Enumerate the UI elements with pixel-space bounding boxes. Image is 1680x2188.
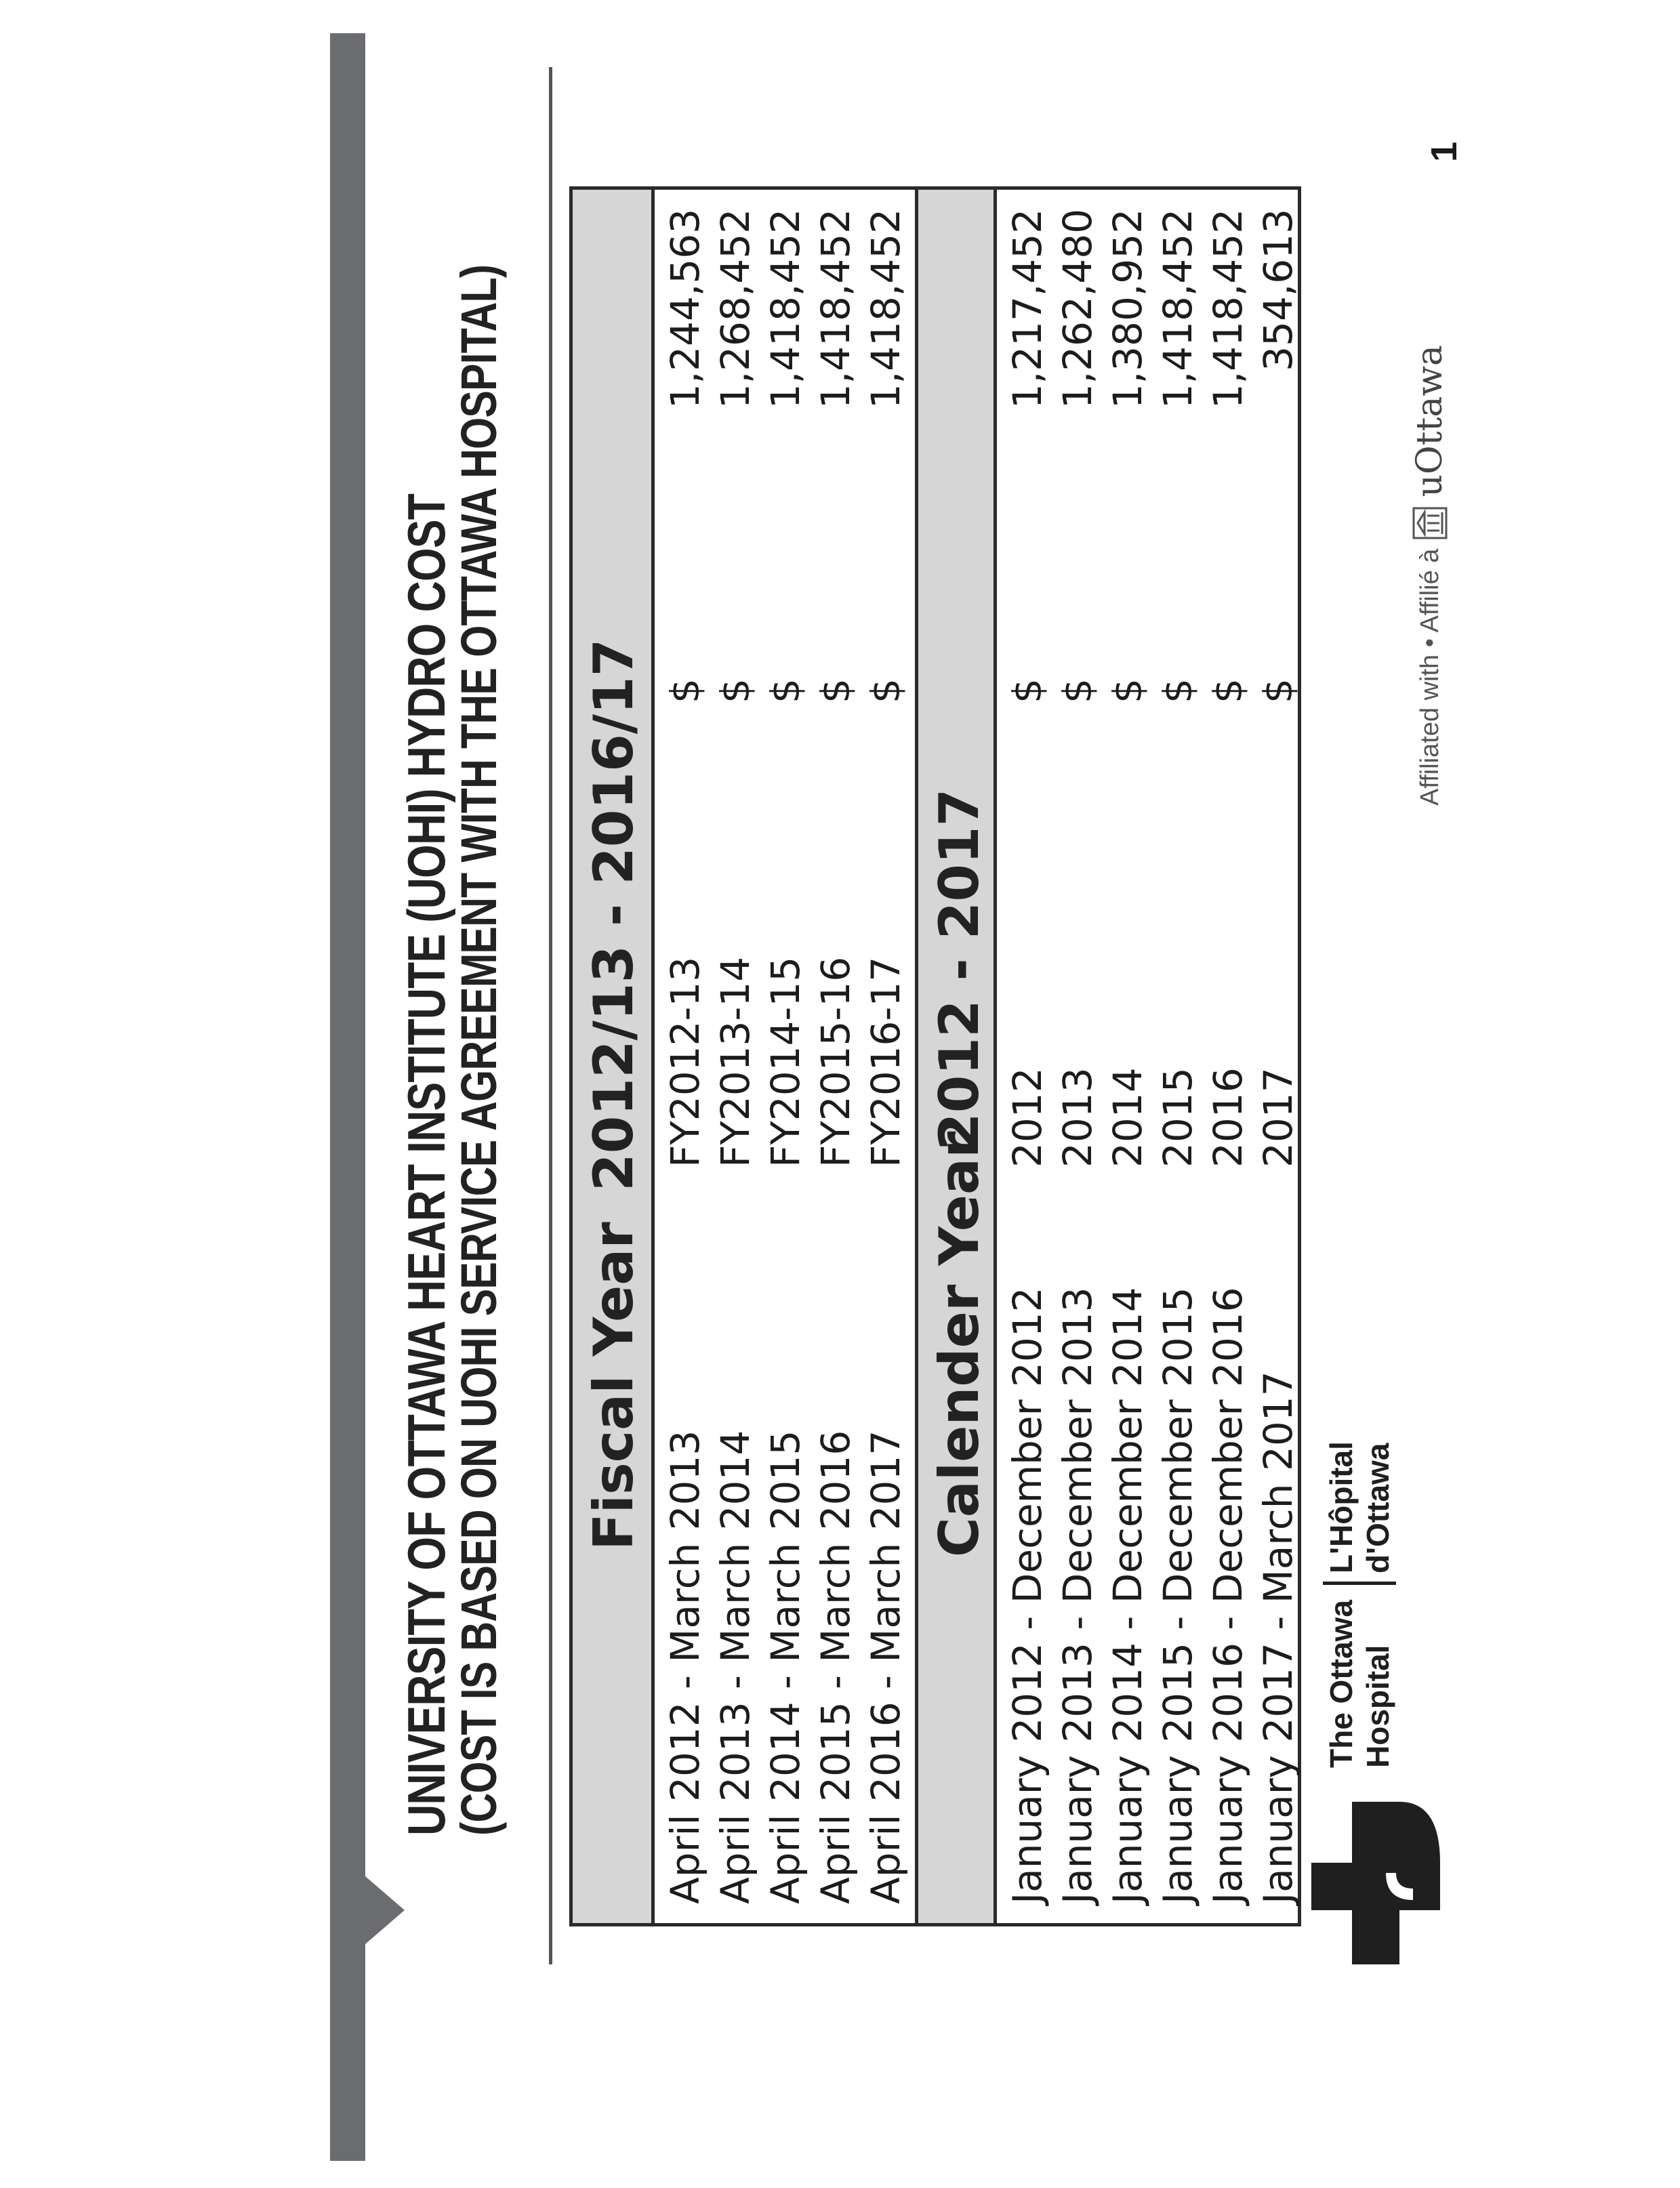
amount-cell: 354,613: [1255, 209, 1301, 371]
currency-cell: $: [1004, 678, 1050, 703]
code-cell: FY2016-17: [863, 956, 909, 1168]
amount-cell: 1,418,452: [762, 209, 808, 409]
hospital-name-en-line-2: Hospital: [1360, 1645, 1395, 1768]
period-cell: April 2016 - March 2017: [863, 1430, 909, 1904]
hydro-cost-table: [569, 186, 1301, 1926]
code-cell: 2016: [1205, 1067, 1251, 1168]
currency-cell: $: [1155, 678, 1201, 703]
title-line-2: (COST IS BASED ON UOHI SERVICE AGREEMENT WITH THE OTTAWA HOSPITAL): [451, 264, 507, 1836]
code-cell: 2014: [1105, 1067, 1151, 1168]
table-row: [808, 190, 859, 1923]
code-cell: 2012: [1004, 1067, 1050, 1168]
amount-cell: 1,418,452: [1205, 209, 1251, 409]
hospital-name: [1323, 1441, 1396, 1768]
table-row: [758, 190, 808, 1923]
hospital-name-en: [1323, 1600, 1396, 1768]
period-cell: January 2012 - December 2012: [1004, 1287, 1050, 1904]
code-cell: 2015: [1155, 1067, 1201, 1168]
period-cell: April 2014 - March 2015: [762, 1430, 808, 1904]
table-row: [1151, 190, 1201, 1923]
table-row: [1101, 190, 1151, 1923]
decorative-side-bar: [330, 33, 365, 2161]
fiscal-year-label: Fiscal Year: [582, 1222, 645, 1550]
amount-cell: 1,418,452: [863, 209, 909, 409]
hospital-name-fr-line-1: L'Hôpital: [1324, 1441, 1359, 1573]
currency-cell: $: [1205, 678, 1251, 703]
period-cell: January 2017 - March 2017: [1255, 1371, 1301, 1904]
period-cell: April 2015 - March 2016: [813, 1430, 859, 1904]
currency-cell: $: [1054, 678, 1101, 703]
currency-cell: $: [813, 678, 859, 703]
amount-cell: 1,268,452: [712, 209, 758, 409]
currency-cell: $: [762, 678, 808, 703]
fiscal-year-range: 2012/13 - 2016/17: [582, 638, 645, 1191]
amount-cell: 1,217,452: [1004, 209, 1050, 409]
amount-cell: 1,380,952: [1105, 209, 1151, 409]
currency-cell: $: [1105, 678, 1151, 703]
period-cell: January 2013 - December 2013: [1054, 1287, 1101, 1904]
table-row: [1251, 190, 1301, 1923]
code-cell: FY2014-15: [762, 956, 808, 1168]
currency-cell: $: [863, 678, 909, 703]
table-row: [1000, 190, 1050, 1923]
code-cell: FY2015-16: [813, 956, 859, 1168]
code-cell: 2017: [1255, 1067, 1301, 1168]
page-number: 1: [1424, 141, 1464, 162]
table-row: [859, 190, 909, 1923]
fiscal-year-header: [573, 190, 655, 1923]
amount-cell: 1,418,452: [813, 209, 859, 409]
hospital-name-fr-line-2: d'Ottawa: [1360, 1443, 1395, 1573]
amount-cell: 1,418,452: [1155, 209, 1201, 409]
amount-cell: 1,262,480: [1054, 209, 1101, 409]
table-row: [1201, 190, 1251, 1923]
affiliation-note: [1410, 345, 1450, 806]
calendar-year-label: Calender Year: [928, 1131, 991, 1557]
currency-cell: $: [1255, 678, 1301, 703]
calendar-year-header: [915, 190, 997, 1923]
period-cell: January 2016 - December 2016: [1205, 1287, 1251, 1904]
currency-cell: $: [662, 678, 708, 703]
title-divider: [549, 67, 552, 1964]
period-cell: January 2014 - December 2014: [1105, 1287, 1151, 1904]
table-row: [1050, 190, 1101, 1923]
period-cell: April 2013 - March 2014: [712, 1430, 758, 1904]
code-cell: FY2013-14: [712, 956, 758, 1168]
hospital-name-en-line-1: The Ottawa: [1324, 1600, 1359, 1768]
table-row: [708, 190, 758, 1923]
uottawa-wordmark: uOttawa: [1410, 345, 1450, 497]
university-building-icon: [1412, 507, 1448, 539]
hospital-name-fr: [1323, 1441, 1396, 1585]
table-row: [658, 190, 708, 1923]
ottawa-hospital-logo: [1311, 1802, 1440, 1964]
page-title: [396, 264, 507, 1836]
code-cell: FY2012-13: [662, 956, 708, 1168]
period-cell: April 2012 - March 2013: [662, 1430, 708, 1904]
period-cell: January 2015 - December 2015: [1155, 1287, 1201, 1904]
decorative-notch: [365, 1876, 405, 1944]
calendar-year-range: 2012 - 2017: [928, 788, 991, 1151]
title-line-1: UNIVERSITY OF OTTAWA HEART INSTITUTE (UOHI) HYDRO COST: [396, 494, 456, 1836]
affiliated-text: Affiliated with • Affilié à: [1415, 548, 1444, 806]
code-cell: 2013: [1054, 1067, 1101, 1168]
amount-cell: 1,244,563: [662, 209, 708, 409]
currency-cell: $: [712, 678, 758, 703]
